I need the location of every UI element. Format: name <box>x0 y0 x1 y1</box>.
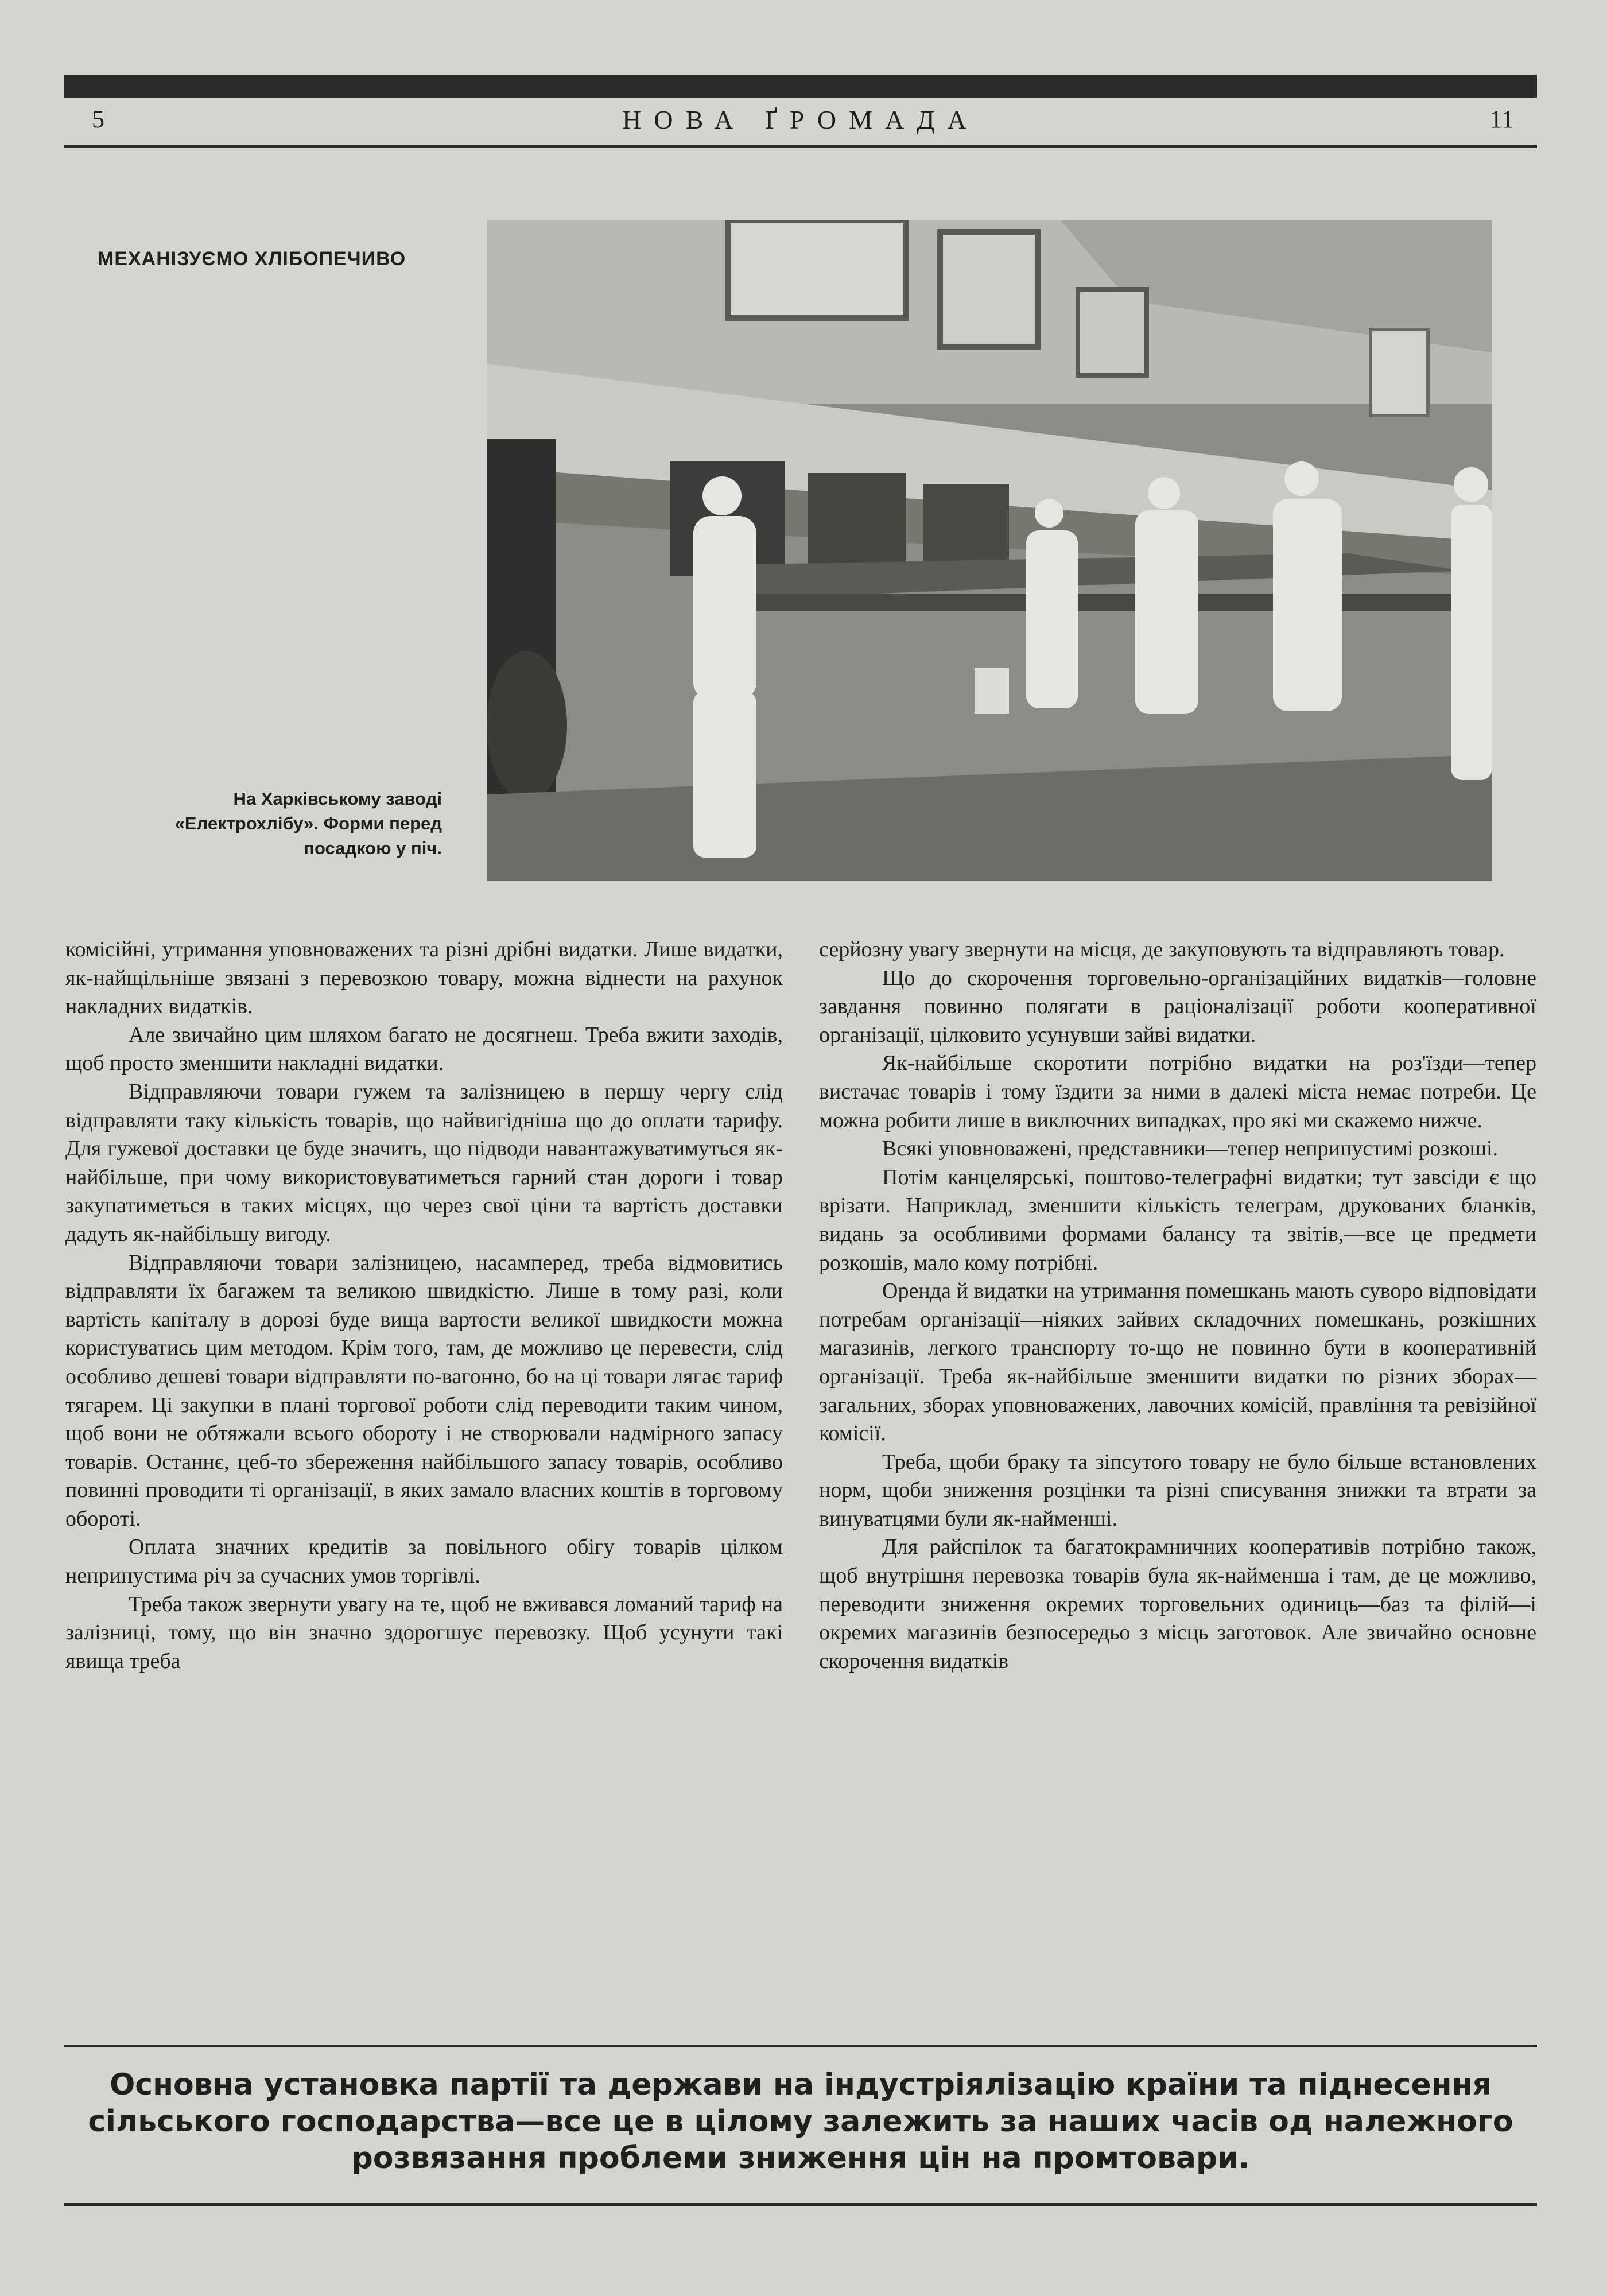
photo-caption <box>103 786 442 860</box>
paragraph: Оплата значних кредитів за повільного обігу товарів цілком неприпустима річ за сучасних умов торгівлі. <box>65 1535 783 1588</box>
article-right-column <box>819 936 1536 1676</box>
paragraph: Для райспілок та багатокрамничних кооперативів потрібно також, щоб внутрішня перевозка товарів була як-найменша і там, де це можливо, переводити зниження окремих торговельних одиниць—баз та філій—і окремих магазинів безпосередьо з місць заготовок. Але звичайно основне скорочення видатків <box>819 1535 1536 1673</box>
header-rule <box>64 145 1537 148</box>
bottom-slogan: Основна установка партії та держави на індустріялізацію країни та піднесення сільського господарства—все це в цілому залежить за наших часів од належного розвязання проблеми зниження цін на промтовари. <box>88 2068 1513 2175</box>
paragraph: Треба, щоби браку та зіпсутого товару не було більше встановлених норм, щоби зниження розцінки та різні списування знижки та втрати за винуватцями були як-найменші. <box>819 1449 1536 1531</box>
paragraph: Потім канцелярські, поштово-телеграфні видатки; тут завсіди є що врізати. Наприклад, зменшити кількість телеграм, друкованих бланків, видань за особливими формами балансу та звітів,—все це предмети розкошів, мало кому потрібні. <box>819 1165 1536 1275</box>
paragraph: Треба також звернути увагу на те, щоб не вживався ломаний тариф на залізниці, тому, що він значно здорогшує перевозку. Щоб усунути такі явища треба <box>65 1592 783 1673</box>
paragraph: комісійні, утримання уповноважених та різні дрібні видатки. Лише видатки, як-найщільніше звязані з перевозкою товару, можна віднести на рахунок накладних видатків. <box>65 937 783 1019</box>
quote-bottom-rule <box>64 2203 1537 2206</box>
paragraph: Але звичайно цим шляхом багато не досягнеш. Треба вжити заходів, щоб просто зменшити накладні видатки. <box>65 1022 783 1076</box>
top-decorative-band <box>64 75 1537 98</box>
caption-line: «Електрохлібу». Форми перед <box>174 813 442 833</box>
paragraph: Всякі уповноважені, представники—тепер неприпустимі розкоші. <box>882 1137 1499 1161</box>
page-number-left: 5 <box>92 105 104 133</box>
page-number-right: 11 <box>1489 105 1514 133</box>
magazine-title: НОВА ҐРОМАДА <box>622 105 979 134</box>
page-header <box>64 102 1537 142</box>
caption-line: На Харківському заводі <box>233 789 442 809</box>
paragraph: Відправляючи товари залізницею, насамперед, треба відмовитись відправляти їх багажем та великою швидкістю. Лише в тому разі, коли вартість капіталу в дорозі буде вища вартости великої швидкости можна користуватись цим методом. Крім того, там, де можливо це перевести, слід особливо дешеві товари відправляти по-вагонно, бо на ці товари лягає тариф тягарем. Ці закупки в плані торгової роботи слід переводити таким чином, щоб вони не обтяжали всього обороту і не створювали надмірного запасу товарів. Останнє, цеб-то збереження найбільшого запасу товарів, особливо повинні проводити ті організації, в яких замало власних коштів в торговому обороті. <box>65 1250 783 1531</box>
section-title: МЕХАНІЗУЄМО ХЛІБОПЕЧИВО <box>98 248 406 270</box>
paragraph: Оренда й видатки на утримання помешкань мають суворо відповідати потребам організації—ніяких зайвих складочних помешкань, розкішних магазинів, легкого транспорту то-що не повинно бути в кооперативній організації. Треба як-найбільше зменшити видатки по різних зборах—загальних, зборах уповноважених, лавочних комісій, правління та ревізійної комісії. <box>819 1279 1536 1446</box>
paragraph: Відправляючи товари гужем та залізницею в першу чергу слід відправляти таку кількість товарів, що найвигідніша що до оплати тарифу. Для гужевої доставки це буде значить, що підводи навантажуватимуться як-найбільше, при чому використовуватиметься гарний стан дороги і товар закупатиметься в таких місцях, що через свої ціни та вартість доставки дадуть як-найбільшу вигоду. <box>65 1079 783 1246</box>
paragraph: Як-найбільше скоротити потрібно видатки на роз'їзди—тепер вистачає товарів і тому їздити за ними в далекі міста немає потреби. Це можна робити лише в виключних випадках, про які ми скажемо нижче. <box>819 1051 1536 1133</box>
article-left-column <box>65 936 783 1676</box>
caption-line: посадкою у піч. <box>304 838 442 858</box>
quote-top-rule <box>64 2045 1537 2047</box>
paragraph: серйозну увагу звернути на місця, де закуповують та відправляють товар. <box>819 937 1505 961</box>
paragraph: Що до скорочення торговельно-організаційних видатків—головне завдання повинно полягати в раціоналізації роботи кооперативної організації, цілковито усунувши зайві видатки. <box>819 965 1536 1047</box>
bakery-photo <box>487 220 1492 881</box>
